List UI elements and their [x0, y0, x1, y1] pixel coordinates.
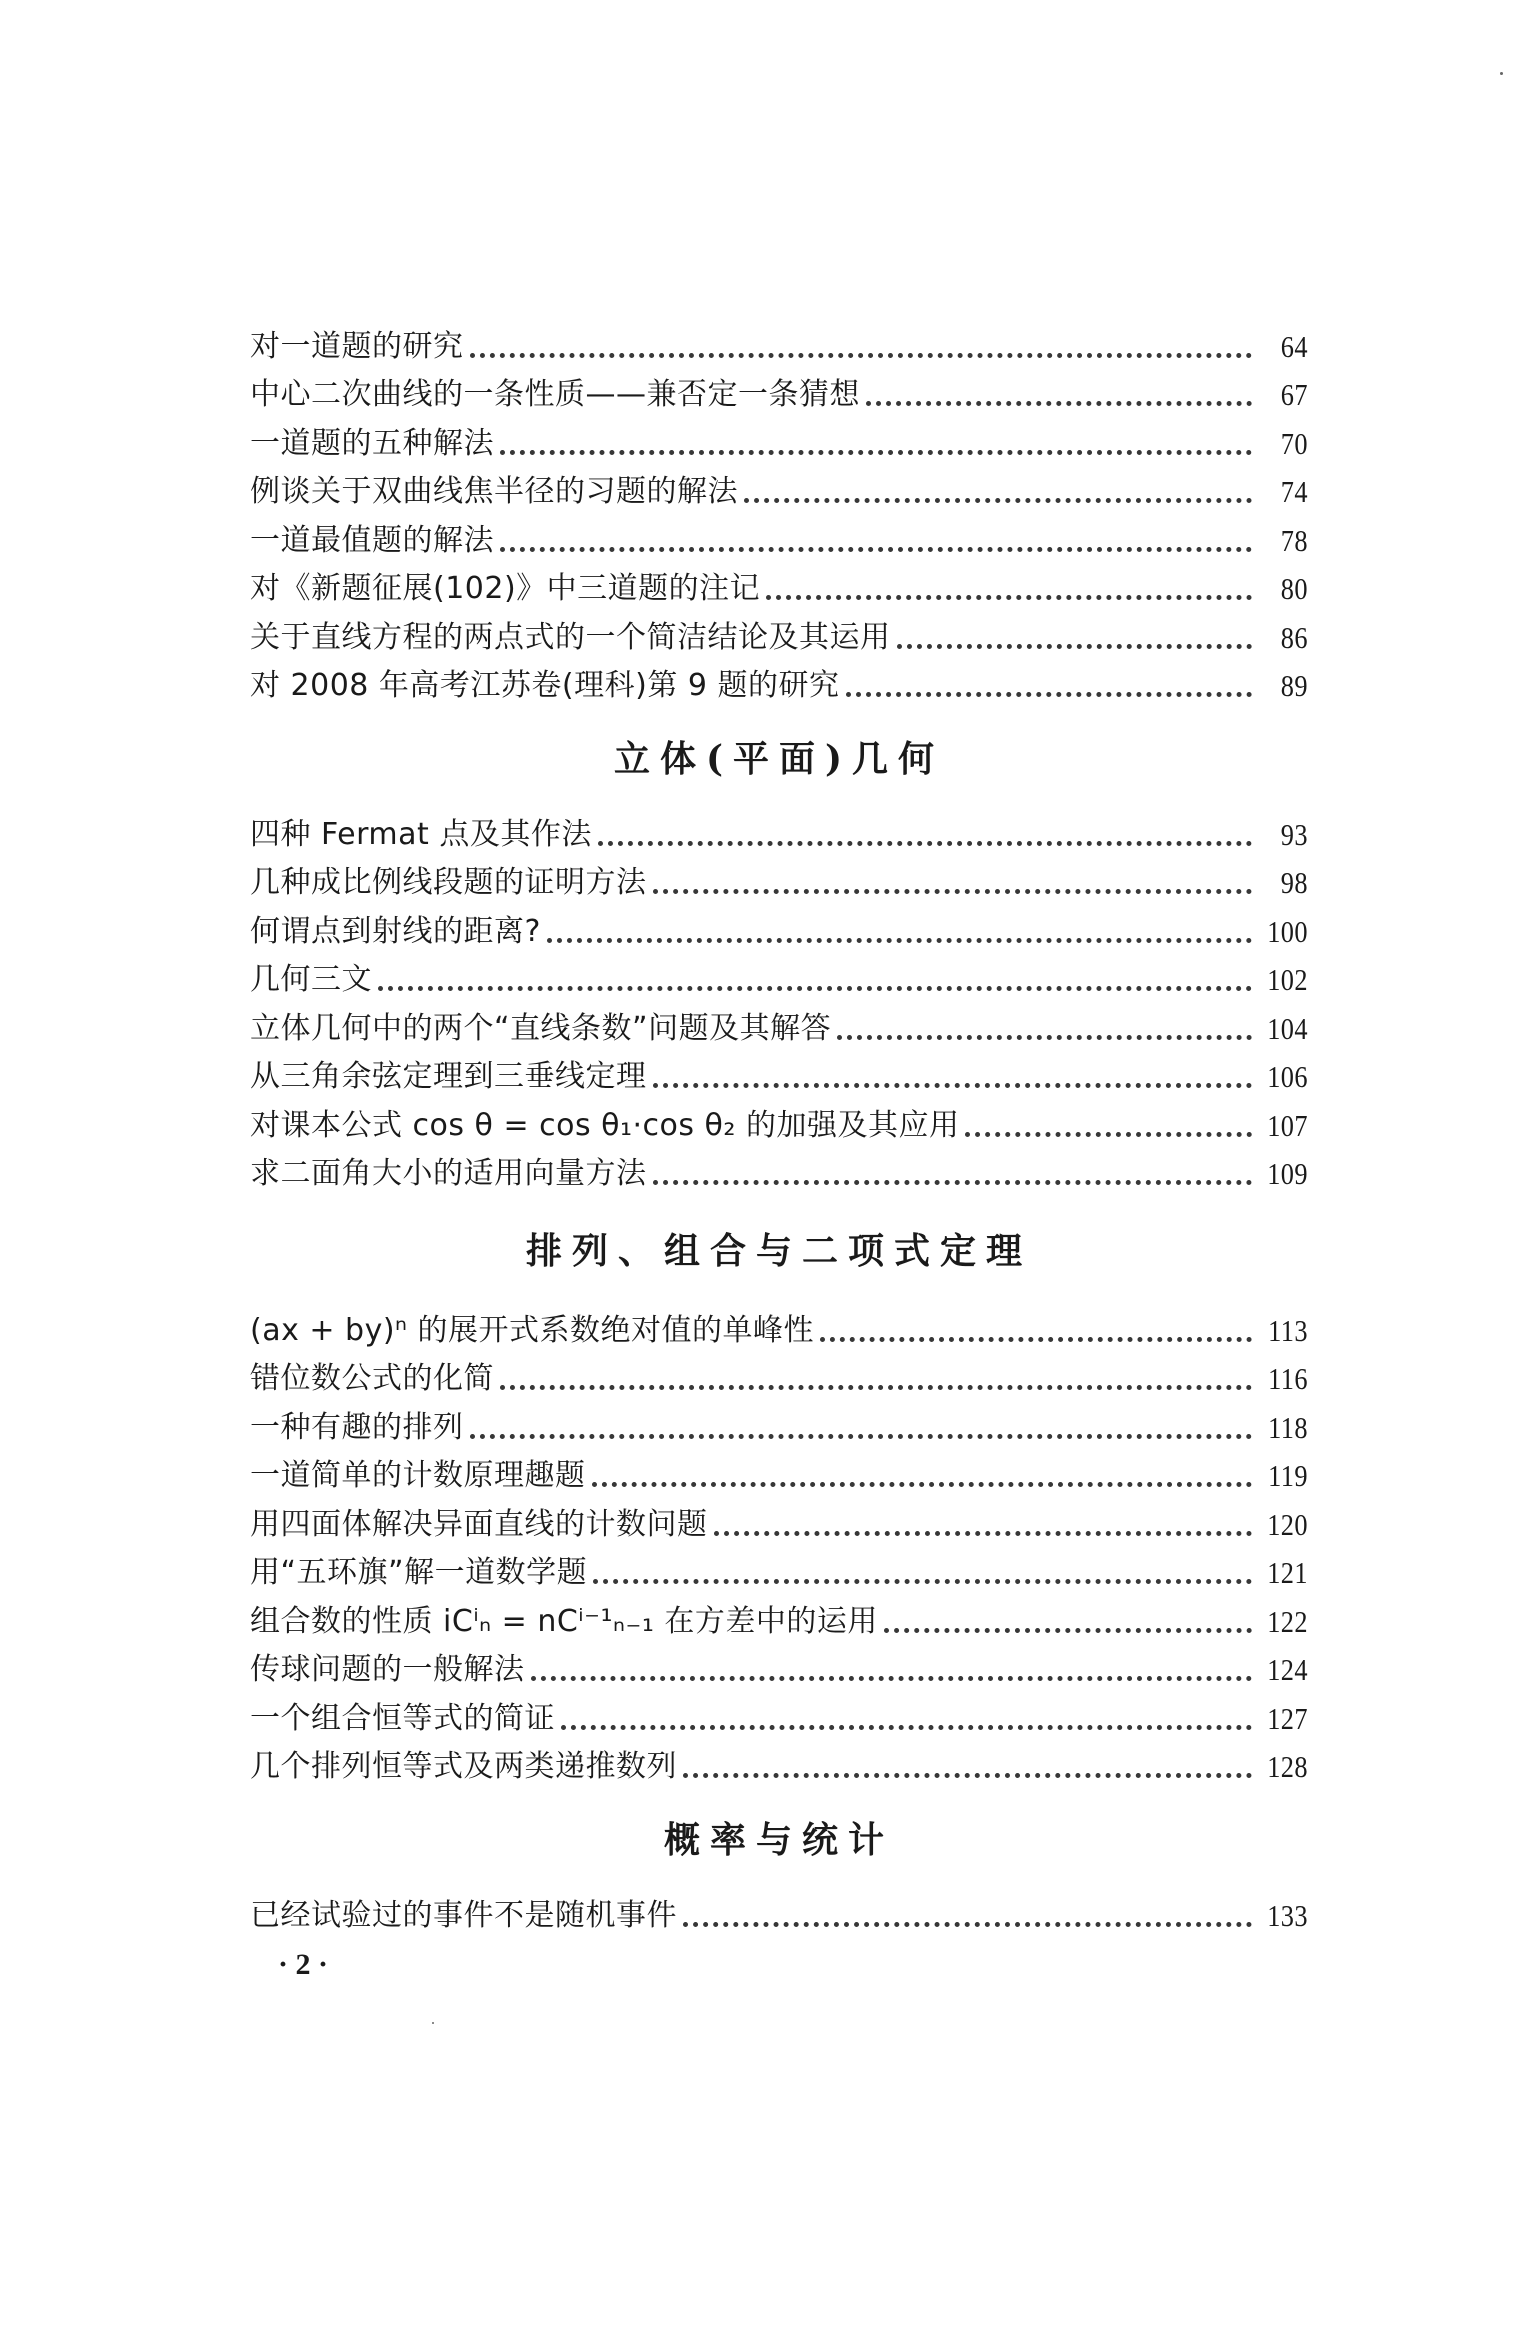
toc-entry[interactable]	[250, 609, 1308, 658]
dot-leader	[378, 986, 1252, 991]
entry-page: 70	[1280, 425, 1308, 461]
entry-title: 一个组合恒等式的简证	[250, 1700, 555, 1736]
dot-leader	[547, 938, 1252, 943]
dot-leader	[714, 1531, 1253, 1536]
entry-page: 89	[1280, 668, 1308, 703]
entry-title: 对《新题征展(102)》中三道题的注记	[250, 571, 761, 606]
dot-leader	[846, 692, 1253, 697]
dot-leader	[766, 595, 1252, 600]
dot-leader	[653, 889, 1253, 894]
entry-title: 对一道题的研究	[250, 328, 464, 364]
entry-page: 74	[1280, 474, 1308, 509]
entry-page: 107	[1267, 1107, 1308, 1143]
dot-leader	[470, 1434, 1253, 1439]
toc-entry[interactable]	[250, 464, 1308, 513]
toc-entry[interactable]	[250, 1146, 1308, 1195]
toc-entry[interactable]	[250, 1399, 1308, 1448]
entry-title: 几个排列恒等式及两类递推数列	[250, 1749, 677, 1784]
entry-page: 120	[1267, 1506, 1308, 1542]
toc-entry[interactable]	[250, 561, 1308, 610]
toc-section-analytic-geometry	[250, 318, 1308, 706]
entry-title: 传球问题的一般解法	[250, 1652, 525, 1687]
entry-title: 对 2008 年高考江苏卷(理科)第 9 题的研究	[250, 668, 840, 703]
entry-title: 对课本公式 cos θ = cos θ₁·cos θ₂ 的加强及其应用	[250, 1107, 960, 1143]
entry-title: 组合数的性质 iCⁱₙ = nCⁱ⁻¹ₙ₋₁ 在方差中的运用	[250, 1603, 878, 1639]
toc-entry[interactable]	[250, 1496, 1308, 1545]
entry-page: 64	[1280, 328, 1308, 364]
dot-leader	[531, 1676, 1253, 1681]
toc-entry[interactable]	[250, 1642, 1308, 1691]
entry-page: 118	[1268, 1409, 1308, 1445]
entry-title: 求二面角大小的适用向量方法	[250, 1156, 647, 1191]
entry-title: 一道简单的计数原理趣题	[250, 1458, 586, 1493]
dot-leader	[653, 1180, 1253, 1185]
entry-page: 102	[1267, 962, 1308, 997]
entry-title: 用“五环旗”解一道数学题	[250, 1555, 588, 1590]
entry-title: 中心二次曲线的一条性质——兼否定一条猜想	[250, 377, 860, 412]
entry-page: 93	[1280, 816, 1308, 852]
toc-entry[interactable]	[250, 1049, 1308, 1098]
entry-page: 86	[1280, 619, 1308, 655]
entry-title: 几种成比例线段题的证明方法	[250, 865, 647, 900]
entry-page: 113	[1268, 1312, 1308, 1348]
dot-leader	[653, 1083, 1253, 1088]
table-of-contents	[250, 318, 1308, 1936]
toc-entry[interactable]	[250, 1302, 1308, 1351]
scan-speck	[432, 2022, 434, 2024]
dot-leader	[598, 841, 1252, 846]
dot-leader	[884, 1628, 1252, 1633]
toc-section-combinatorics	[250, 1302, 1308, 1787]
entry-page: 80	[1280, 571, 1308, 606]
entry-title: 已经试验过的事件不是随机事件	[250, 1897, 677, 1933]
section-heading: 概率与统计	[663, 1818, 894, 1861]
entry-page: 100	[1267, 913, 1308, 949]
toc-section-geometry	[250, 806, 1308, 1194]
dot-leader	[897, 644, 1253, 649]
dot-leader	[965, 1132, 1252, 1137]
entry-page: 98	[1280, 865, 1308, 900]
page-number-footer: · 2 ·	[278, 1948, 329, 1981]
entry-title: 一道最值题的解法	[250, 522, 494, 558]
entry-title: 何谓点到射线的距离?	[250, 913, 541, 949]
dot-leader	[683, 1922, 1252, 1927]
toc-entry[interactable]	[250, 1448, 1308, 1497]
entry-title: 立体几何中的两个“直线条数”问题及其解答	[250, 1010, 832, 1046]
dot-leader	[500, 547, 1252, 552]
entry-title: 错位数公式的化简	[250, 1361, 494, 1396]
toc-entry[interactable]	[250, 318, 1308, 367]
dot-leader	[820, 1337, 1252, 1342]
entry-page: 116	[1268, 1361, 1308, 1396]
toc-entry[interactable]	[250, 1690, 1308, 1739]
entry-page: 124	[1267, 1652, 1308, 1687]
toc-entry[interactable]	[250, 1097, 1308, 1146]
entry-title: 关于直线方程的两点式的一个简洁结论及其运用	[250, 619, 891, 655]
section-heading: 立体(平面)几何	[613, 737, 945, 780]
entry-title: 四种 Fermat 点及其作法	[250, 816, 592, 852]
dot-leader	[837, 1035, 1252, 1040]
dot-leader	[683, 1773, 1252, 1778]
entry-title: 一种有趣的排列	[250, 1409, 464, 1445]
toc-entry[interactable]	[250, 658, 1308, 707]
dot-leader	[470, 353, 1253, 358]
entry-page: 121	[1267, 1555, 1308, 1590]
entry-page: 133	[1267, 1897, 1308, 1933]
entry-title: 用四面体解决异面直线的计数问题	[250, 1506, 708, 1542]
dot-leader	[744, 498, 1252, 503]
dot-leader	[500, 450, 1252, 455]
entry-page: 128	[1267, 1749, 1308, 1784]
toc-entry[interactable]	[250, 1351, 1308, 1400]
entry-page: 78	[1280, 522, 1308, 558]
entry-page: 119	[1268, 1458, 1308, 1493]
toc-entry[interactable]	[250, 855, 1308, 904]
entry-page: 104	[1267, 1010, 1308, 1046]
toc-entry[interactable]	[250, 512, 1308, 561]
entry-title: 几何三文	[250, 962, 372, 997]
entry-page: 109	[1267, 1156, 1308, 1191]
entry-title: (ax + by)ⁿ 的展开式系数绝对值的单峰性	[250, 1312, 815, 1348]
dot-leader	[592, 1482, 1253, 1487]
entry-title: 一道题的五种解法	[250, 425, 494, 461]
toc-entry[interactable]	[250, 367, 1308, 416]
scan-speck	[1500, 72, 1503, 75]
dot-leader	[500, 1385, 1252, 1390]
toc-entry[interactable]	[250, 1000, 1308, 1049]
entry-title: 从三角余弦定理到三垂线定理	[250, 1059, 647, 1094]
toc-entry[interactable]	[250, 903, 1308, 952]
section-heading: 排列、组合与二项式定理	[525, 1229, 1032, 1272]
toc-entry[interactable]	[250, 1545, 1308, 1594]
toc-entry[interactable]	[250, 1887, 1308, 1936]
toc-entry[interactable]	[250, 415, 1308, 464]
toc-entry[interactable]	[250, 952, 1308, 1001]
toc-section-probability	[250, 1887, 1308, 1936]
entry-page: 127	[1267, 1700, 1308, 1736]
entry-title: 例谈关于双曲线焦半径的习题的解法	[250, 474, 738, 509]
toc-entry[interactable]	[250, 1593, 1308, 1642]
dot-leader	[561, 1725, 1252, 1730]
entry-page: 106	[1267, 1059, 1308, 1094]
entry-page: 122	[1267, 1603, 1308, 1639]
toc-entry[interactable]	[250, 806, 1308, 855]
dot-leader	[593, 1579, 1252, 1584]
toc-entry[interactable]	[250, 1739, 1308, 1788]
dot-leader	[866, 401, 1252, 406]
entry-page: 67	[1280, 377, 1308, 412]
